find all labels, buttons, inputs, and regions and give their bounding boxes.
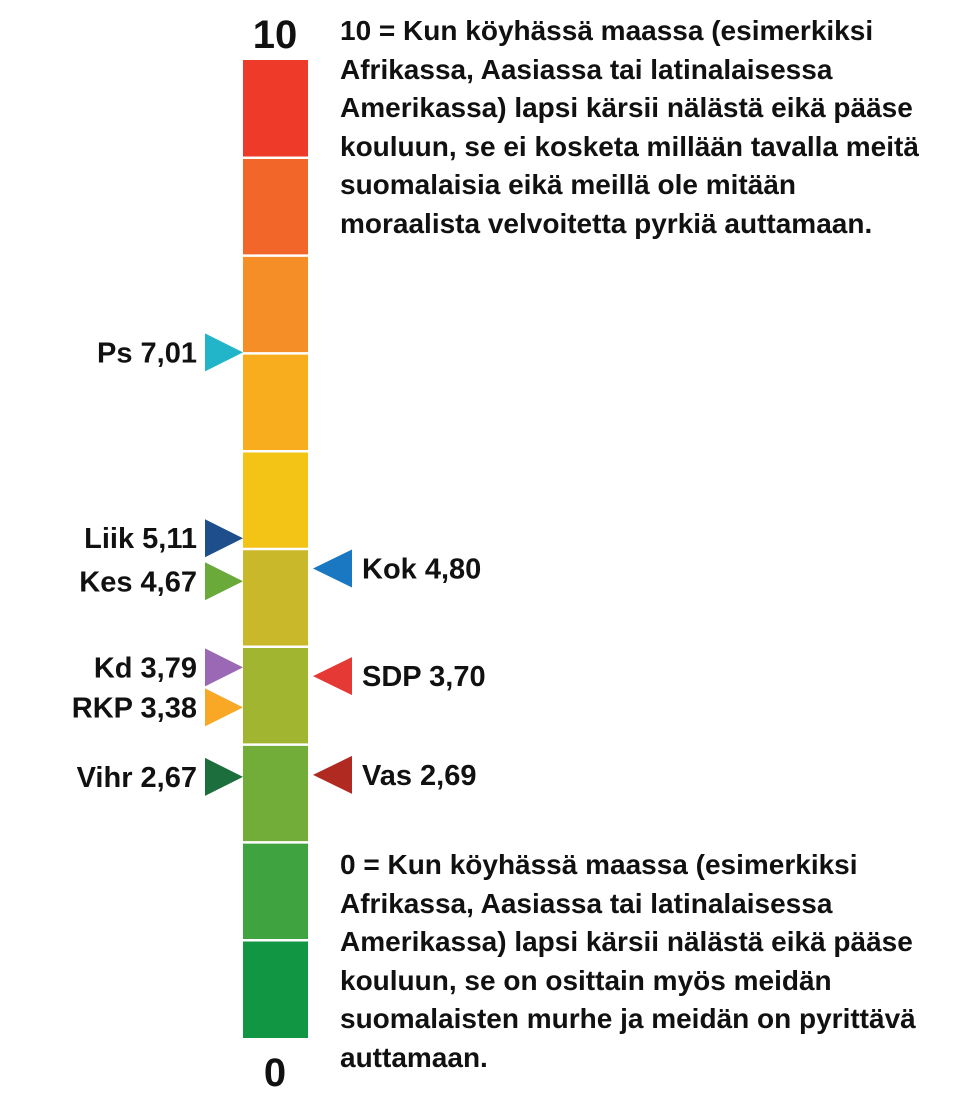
scale-segment	[243, 60, 308, 158]
marker-vihr-icon	[205, 758, 243, 796]
label-vihr: Vihr 2,67	[76, 761, 197, 794]
scale-bar	[243, 60, 308, 1038]
label-rkp: RKP 3,38	[71, 692, 197, 725]
label-ps: Ps 7,01	[97, 337, 197, 370]
label-kes: Kes 4,67	[79, 566, 197, 599]
marker-kd-icon	[205, 648, 243, 686]
marker-sdp-icon	[313, 657, 352, 695]
scale-segment	[243, 549, 308, 647]
label-kok: Kok 4,80	[362, 553, 482, 586]
marker-liik-icon	[205, 519, 243, 557]
label-vas: Vas 2,69	[362, 759, 477, 792]
scale-segment	[243, 353, 308, 451]
marker-kok-icon	[313, 550, 352, 588]
scale-top-label: 10	[252, 13, 298, 57]
top-description: 10 = Kun köyhässä maassa (esimerkiksi Afrikassa, Aasiassa tai latinalaisessa Amerikassa) lapsi kärsii nälästä eikä pääse kouluun, se ei kosketa millään tavalla meitä suomalaisia eikä meillä ole mitään moraalista velvoitetta pyrkiä auttamaan.	[340, 15, 919, 239]
scale-segment	[243, 451, 308, 549]
marker-vas-icon	[313, 756, 352, 794]
marker-kes-icon	[205, 562, 243, 600]
label-kd: Kd 3,79	[93, 652, 197, 685]
bottom-description: 0 = Kun köyhässä maassa (esimerkiksi Afrikassa, Aasiassa tai latinalaisessa Amerikassa) lapsi kärsii nälästä eikä pääse kouluun, se on osittain myös meidän suomalaisten murhe ja meidän on pyrittävä auttamaan.	[340, 849, 916, 1073]
scale-segment	[243, 745, 308, 843]
scale-segment	[243, 940, 308, 1038]
marker-rkp-icon	[205, 688, 243, 726]
scale-bottom-label: 0	[263, 1051, 287, 1095]
scale-segment	[243, 647, 308, 745]
marker-ps-icon	[205, 333, 243, 371]
scale-segment	[243, 256, 308, 354]
scale-segment	[243, 158, 308, 256]
scale-segment	[243, 842, 308, 940]
label-liik: Liik 5,11	[84, 523, 197, 556]
label-sdp: SDP 3,70	[362, 661, 486, 694]
